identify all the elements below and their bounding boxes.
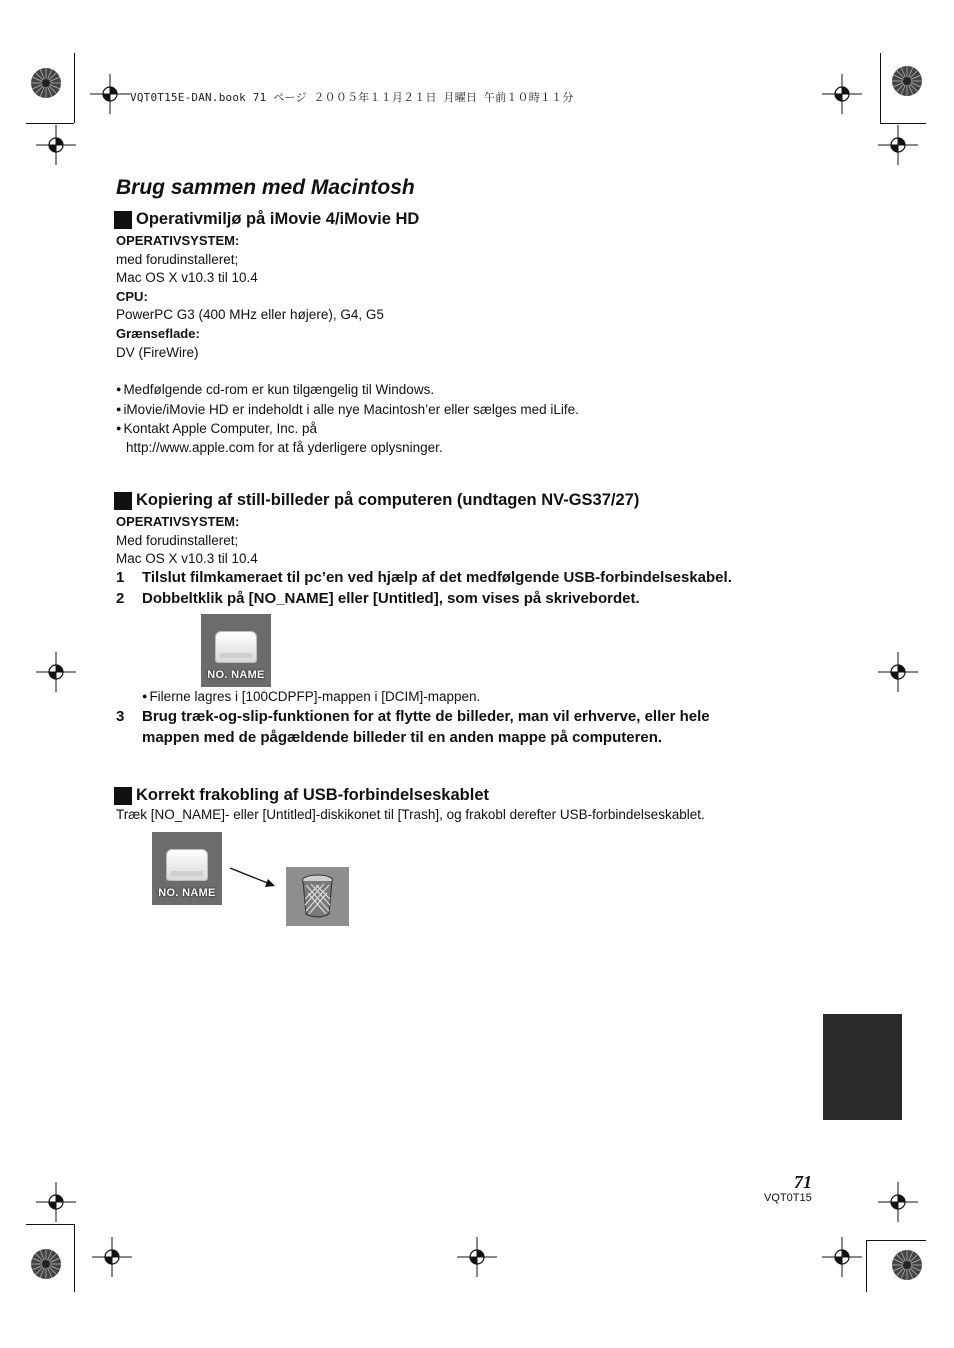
crop-line [866, 1240, 926, 1241]
chapter-tab [823, 1014, 902, 1120]
section-heading [114, 210, 419, 229]
step-text: Dobbeltklik på [NO_NAME] eller [Untitled], som vises på skrivebordet. [142, 590, 640, 607]
crosshair-mark-icon [878, 1182, 918, 1222]
os-line: med forudinstalleret; [116, 251, 239, 267]
crosshair-mark-icon [822, 1237, 862, 1277]
drive-label: NO. NAME [207, 669, 265, 681]
disk-graphic [215, 631, 257, 663]
os-line: Mac OS X v10.3 til 10.4 [116, 551, 258, 567]
step-text: Tilslut filmkameraet til pc’en ved hjælp af det medfølgende USB-forbindelseskabel. [142, 569, 732, 586]
crop-line [880, 53, 881, 123]
cpu-value: PowerPC G3 (400 MHz eller højere), G4, G5 [116, 307, 384, 323]
square-bullet-icon [114, 211, 132, 229]
crosshair-mark-icon [878, 652, 918, 692]
os-line: Med forudinstalleret; [116, 532, 239, 548]
drive-icon [152, 832, 222, 905]
crop-line [26, 1224, 74, 1225]
crosshair-mark-icon [878, 125, 918, 165]
registration-rosette-icon [891, 1249, 923, 1281]
crosshair-mark-icon [36, 125, 76, 165]
trash-icon [286, 867, 349, 926]
step-number: 2 [116, 590, 125, 607]
crosshair-mark-icon [36, 652, 76, 692]
section-heading [114, 491, 639, 510]
step-number: 3 [116, 708, 125, 725]
bullet-list [116, 380, 579, 457]
list-item: ● Kontakt Apple Computer, Inc. på [116, 419, 579, 439]
registration-rosette-icon [30, 67, 62, 99]
square-bullet-icon [114, 787, 132, 805]
crop-line [26, 123, 74, 124]
step-number: 1 [116, 569, 125, 586]
page-title: Brug sammen med Macintosh [116, 176, 415, 199]
step-text: mappen med de pågældende billeder til en anden mappe på computeren. [142, 728, 663, 746]
document-code: VQT0T15 [764, 1192, 812, 1204]
section-heading-text: Korrekt frakobling af USB-forbindelseskablet [136, 786, 489, 804]
square-bullet-icon [114, 492, 132, 510]
disk-graphic [166, 849, 208, 881]
interface-label: Grænseflade: [116, 325, 200, 341]
crop-line [866, 1240, 867, 1292]
drive-icon [201, 614, 271, 687]
os-label: OPERATIVSYSTEM: [116, 514, 240, 529]
crop-line [880, 123, 926, 124]
registration-rosette-icon [891, 65, 923, 97]
crosshair-mark-icon [36, 1182, 76, 1222]
crop-line [74, 53, 75, 123]
section-heading-text: Kopiering af still-billeder på computeren (undtagen NV-GS37/27) [136, 491, 640, 509]
list-item-continuation: http://www.apple.com for at få yderligere oplysninger. [126, 439, 443, 455]
drag-arrow-icon [228, 864, 278, 890]
step-text: Brug træk-og-slip-funktionen for at flytte de billeder, man vil erhverve, eller hele [142, 708, 710, 725]
section-heading [114, 786, 489, 805]
crosshair-mark-icon [90, 74, 130, 114]
list-item: ● iMovie/iMovie HD er indeholdt i alle nye Macintosh’er eller sælges med iLife. [116, 400, 579, 420]
list-item: ● Medfølgende cd-rom er kun tilgængelig til Windows. [116, 380, 579, 400]
drive-label: NO. NAME [158, 887, 216, 899]
registration-rosette-icon [30, 1248, 62, 1280]
os-label: OPERATIVSYSTEM: [116, 233, 240, 248]
instruction-text: Træk [NO_NAME]- eller [Untitled]-diskikonet til [Trash], og frakobl derefter USB-forbindelseskablet. [116, 807, 705, 822]
crosshair-mark-icon [822, 74, 862, 114]
crosshair-mark-icon [92, 1237, 132, 1277]
step-item [116, 707, 710, 748]
crop-line [74, 1224, 75, 1292]
page-number: 71 [794, 1172, 812, 1192]
step-item [116, 589, 640, 610]
print-header: VQT0T15E-DAN.book 71 ページ ２００５年１１月２１日 月曜日 午前１０時１１分 [130, 91, 574, 104]
crosshair-mark-icon [457, 1237, 497, 1277]
cpu-label: CPU: [116, 288, 148, 304]
os-requirements [116, 232, 384, 362]
section-heading-text: Operativmiljø på iMovie 4/iMovie HD [136, 210, 420, 228]
step-note: ● Filerne lagres i [100CDPFP]-mappen i [DCIM]-mappen. [142, 689, 480, 704]
os-requirements [116, 513, 258, 569]
os-line: Mac OS X v10.3 til 10.4 [116, 270, 258, 286]
interface-value: DV (FireWire) [116, 344, 199, 360]
step-item [116, 568, 732, 589]
